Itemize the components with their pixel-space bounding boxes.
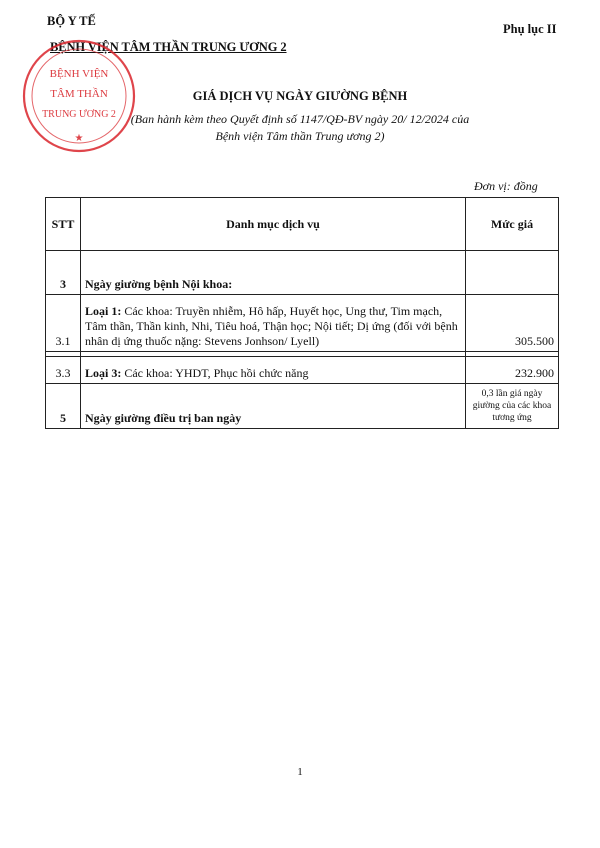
row-label: Ngày giường điều trị ban ngày [85, 411, 242, 425]
row-price: 305.500 [466, 295, 559, 352]
seal-text-line3: TRUNG ƯƠNG 2 [42, 109, 116, 120]
row-service [81, 251, 466, 295]
header-price: Mức giá [466, 198, 559, 251]
row-price: 232.900 [466, 357, 559, 384]
subtitle-line-2: Bệnh viện Tâm thần Trung ương 2) [215, 129, 385, 143]
page-number: 1 [297, 766, 303, 778]
document-subtitle [100, 111, 500, 145]
table-row [46, 384, 559, 429]
row-stt: 5 [46, 384, 81, 429]
document-title: GIÁ DỊCH VỤ NGÀY GIƯỜNG BỆNH [192, 89, 408, 103]
currency-unit: Đơn vị: đồng [474, 179, 538, 193]
table-row [46, 251, 559, 295]
row-text: Các khoa: YHDT, Phục hồi chức năng [121, 366, 309, 380]
row-service [81, 295, 466, 352]
row-stt: 3.3 [46, 357, 81, 384]
svg-text:★: ★ [74, 133, 84, 144]
row-text: Các khoa: Truyền nhiễm, Hô hấp, Huyết học, Ung thư, Tim mạch, Tâm thần, Thần kinh, Nhi, Tiêu hoá, Thận học; Nội tiết; Dị ứng (đối với bệnh nhân dị ứng thuốc nặng: Stevens Jonhson/ Lyell) [85, 304, 458, 348]
row-stt: 3 [46, 251, 81, 295]
subtitle-line-1: (Ban hành kèm theo Quyết định số 1147/QĐ-BV ngày 20/ 12/2024 của [130, 112, 470, 126]
row-label: Loại 3: [85, 366, 122, 380]
header-stt: STT [46, 198, 81, 251]
row-price [466, 251, 559, 295]
row-label: Ngày giường bệnh Nội khoa: [85, 277, 233, 291]
table-row [46, 295, 559, 352]
price-table [45, 197, 559, 429]
header-service: Danh mục dịch vụ [81, 198, 466, 251]
seal-text-line1: BỆNH VIỆN [49, 68, 109, 80]
table-row [46, 357, 559, 384]
table-header-row [46, 198, 559, 251]
ministry-name: BỘ Y TẾ [47, 14, 96, 28]
appendix-label: Phụ lục II [503, 22, 557, 36]
row-service [81, 357, 466, 384]
row-price-note: 0,3 lần giá ngày giường của các khoa tương ứng [466, 384, 559, 429]
row-service [81, 384, 466, 429]
hospital-name: BỆNH VIỆN TÂM THẦN TRUNG ƯƠNG 2 [50, 40, 287, 54]
row-label: Loại 1: [85, 304, 122, 318]
seal-text-line2: TÂM THẦN [50, 88, 108, 100]
row-stt: 3.1 [46, 295, 81, 352]
